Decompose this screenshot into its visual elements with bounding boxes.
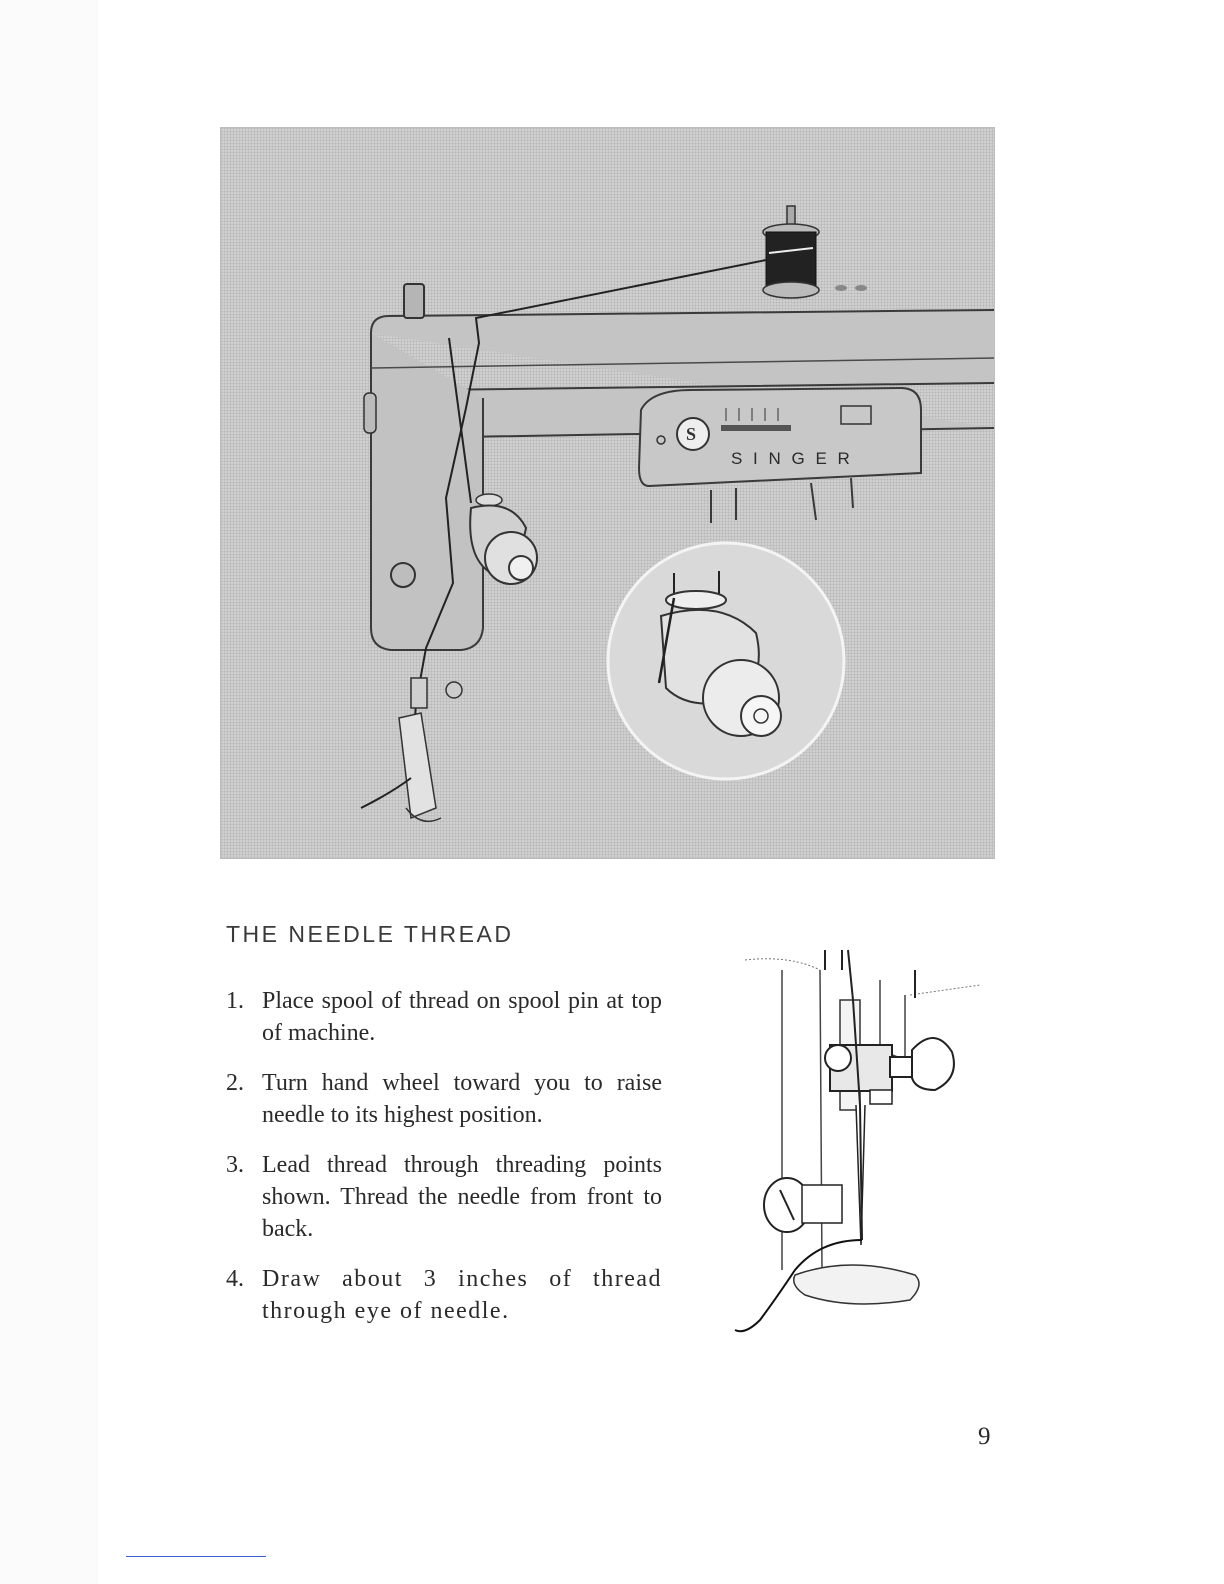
- spool-of-thread: [763, 206, 819, 298]
- step-number: 4.: [226, 1266, 244, 1292]
- machine-head: [371, 333, 483, 650]
- instruction-step: [222, 1067, 662, 1131]
- tension-detail-inset: [608, 543, 844, 779]
- presser-foot: [794, 1265, 919, 1304]
- instruction-step: [222, 1149, 662, 1245]
- instruction-step: [222, 1263, 662, 1327]
- step-text: Draw about 3 inches of thread through eye of needle.: [262, 1266, 662, 1324]
- machine-threading-illustration: [220, 127, 995, 859]
- machine-drawing: [221, 128, 995, 859]
- needle-detail-illustration: [730, 940, 990, 1350]
- step-number: 2.: [226, 1070, 244, 1096]
- presser-foot-screw: [764, 1178, 842, 1232]
- presser-foot: [399, 678, 462, 821]
- instruction-list: [222, 985, 662, 1345]
- section-title: THE NEEDLE THREAD: [226, 921, 514, 947]
- svg-text:S: S: [686, 424, 697, 444]
- step-text: Place spool of thread on spool pin at top of machine.: [262, 988, 662, 1046]
- footer-rule: [126, 1556, 266, 1557]
- brand-label: S I N G E R: [731, 449, 853, 468]
- step-number: 3.: [226, 1152, 244, 1178]
- nameplate: [639, 388, 921, 523]
- clamp-screw: [912, 1038, 954, 1090]
- step-text: Turn hand wheel toward you to raise needle to its highest position.: [262, 1070, 662, 1128]
- instruction-step: [222, 985, 662, 1049]
- top-knob: [404, 284, 424, 318]
- step-number: 1.: [226, 988, 244, 1014]
- step-text: Lead thread through threading points shown. Thread the needle from front to back.: [262, 1152, 662, 1242]
- page-number: 9: [978, 1423, 991, 1450]
- page-edge-shadow: [0, 0, 98, 1584]
